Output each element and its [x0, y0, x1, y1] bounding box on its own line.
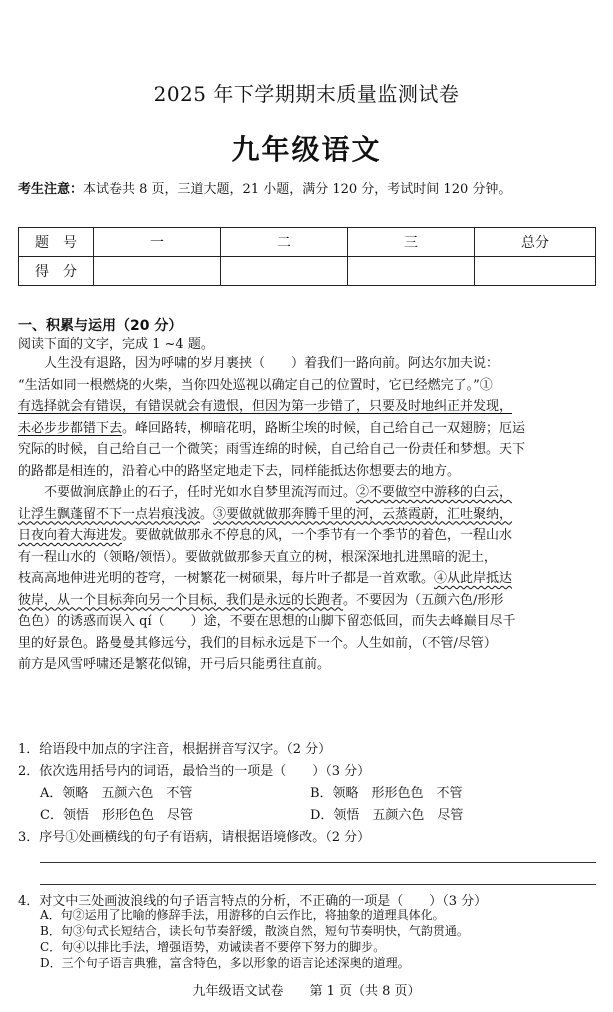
score-cell-part2: 二 [221, 228, 348, 257]
passage-line [18, 590, 596, 612]
wavy-sentence-4: ④从此岸抵达 [434, 571, 513, 586]
score-table-score-row [19, 257, 596, 286]
score-entry-total[interactable] [475, 257, 596, 286]
q4-option-d[interactable]: D．三个句子语言典雅，富含特色，多以形象的语言论述深奥的道理。 [40, 956, 410, 970]
score-cell-part3: 三 [348, 228, 475, 257]
question-1: 1．给语段中加点的字注音，根据拼音写汉字。（2 分） [18, 742, 332, 757]
passage-line [18, 504, 596, 526]
notice-label: 考生注意： [18, 182, 84, 197]
score-cell-label: 题 号 [19, 228, 94, 257]
passage-line: 前方是风雪呼啸还是繁花似锦，开弓后只能勇往直前。 [18, 657, 331, 672]
question-3: 3．序号①处画横线的句子有语病，请根据语境修改。（2 分） [18, 830, 371, 845]
passage-line: 色色）的诱惑而误入 qí（ ）途，不要在思想的山脚下留恋低回，而失去峰巅目尽千 [18, 614, 516, 629]
passage-text: 。峰回路转，柳暗花明，路断尘埃的时候，自己给自己一双翅膀；厄运 [122, 420, 526, 436]
notice-text: 本试卷共 8 页，三道大题，21 小题，满分 120 分，考试时间 120 分钟。 [83, 182, 512, 197]
score-cell-part1: 一 [94, 228, 221, 257]
q2-option-c[interactable]: C．领悟 形形色色 尽管 [40, 808, 193, 823]
wavy-sentence-2: ②不要做空中游移的白云， [356, 485, 513, 500]
q2-option-b[interactable]: B．领略 形形色色 不管 [310, 786, 463, 801]
page-footer: 九年级语文试卷 第 1 页（共 8 页） [192, 984, 421, 999]
passage-text: 。 [200, 506, 214, 522]
exam-title: 2025 年下学期期末质量监测试卷 [153, 82, 460, 106]
section-heading: 一、积累与运用（20 分） [18, 318, 183, 334]
q2-option-a[interactable]: A．领略 五颜六色 不管 [40, 786, 193, 801]
score-table-header-row [19, 228, 596, 257]
q2-option-d[interactable]: D．领悟 五颜六色 尽管 [310, 808, 464, 823]
passage-line [18, 568, 596, 590]
passage-line [18, 396, 596, 418]
passage-line: “生活如同一根燃烧的火柴，当你四处巡视以确定自己的位置时，它已经燃完了。”① [18, 377, 493, 393]
answer-line-1[interactable] [40, 862, 596, 863]
score-entry-part3[interactable] [348, 257, 475, 286]
score-table [18, 227, 596, 286]
passage-line: 的路都是相连的，沿着心中的路坚定地走下去，同样能抵达你想要去的地方。 [18, 463, 461, 479]
exam-notice [18, 181, 598, 199]
wavy-sentence-2-end: 让浮生飘蓬留不下一点岩痕浅波 [18, 506, 201, 522]
answer-line-2[interactable] [40, 884, 596, 885]
passage-line [18, 482, 596, 504]
q4-option-c[interactable]: C．句④以排比手法，增强语势，劝诫读者不要停下努力的脚步。 [40, 940, 386, 954]
reading-instruction: 阅读下面的文字，完成 1 ~4 题。 [18, 337, 214, 352]
score-entry-part2[interactable] [221, 257, 348, 286]
reading-passage [18, 353, 596, 676]
q4-option-a[interactable]: A．句②运用了比喻的修辞手法，用游移的白云作比，将抽象的道理具体化。 [40, 908, 445, 922]
passage-text: 不要做涧底静止的石子，任时光如水自梦里流泻而过。 [44, 485, 357, 500]
question-4: 4．对文中三处画波浪线的句子语言特点的分析，不正确的一项是（ ）（3 分） [18, 894, 488, 909]
passage-line [18, 525, 596, 547]
underlined-sentence-1: 有选择就会有错误，有错误就会有遗恨，但因为第一步错了，只要及时地纠正并发现， [18, 399, 513, 414]
wavy-sentence-3: ③要做就做那奔腾千里的河，云蒸霞蔚，汇吐聚纳， [213, 506, 513, 522]
wavy-sentence-3-end: 日夜向着大海进发 [18, 528, 123, 543]
score-entry-part1[interactable] [94, 257, 221, 286]
underlined-sentence-1-end: 未必步步都错下去 [18, 420, 123, 436]
wavy-sentence-4-end: 彼岸，从一个目标奔向另一个目标，我们是永远的长跑者 [18, 592, 344, 608]
question-2: 2．依次选用括号内的词语，最恰当的一项是（ ）（3 分） [18, 764, 371, 779]
passage-text: 枝高高地伸进光明的苍穹，一树繁花一树硕果，每片叶子都是一首欢歌。 [18, 571, 435, 586]
passage-line: 人生没有退路，因为呼啸的岁月裹挟（ ）着我们一路向前。阿达尔加夫说： [44, 356, 500, 371]
passage-text: 。要做就做那永不停息的风，一个季节有一个季节的着色，一程山水 [122, 528, 513, 543]
passage-text: 。不要因为（五颜六色/形形 [343, 592, 504, 608]
subject-title: 九年级语文 [231, 133, 382, 166]
q4-option-b[interactable]: B．句③句式长短结合，读长句节奏舒缓，散淡自然，短句节奏明快，气韵贯通。 [40, 924, 469, 938]
score-row-label: 得 分 [19, 257, 94, 286]
passage-line [18, 418, 596, 440]
passage-line: 究际的时候，自己给自己一个微笑；雨雪连绵的时候，自己给自己一份责任和梦想。天下 [18, 442, 526, 457]
passage-line: 有一程山水的（领略/领悟）。要做就做那参天直立的树，根深深地扎进黑暗的泥土， [18, 549, 497, 565]
passage-line: 里的好景色。路曼曼其修远兮，我们的目标永远是下一个。人生如前，（不管/尽管） [18, 635, 497, 651]
score-cell-total: 总分 [475, 228, 596, 257]
